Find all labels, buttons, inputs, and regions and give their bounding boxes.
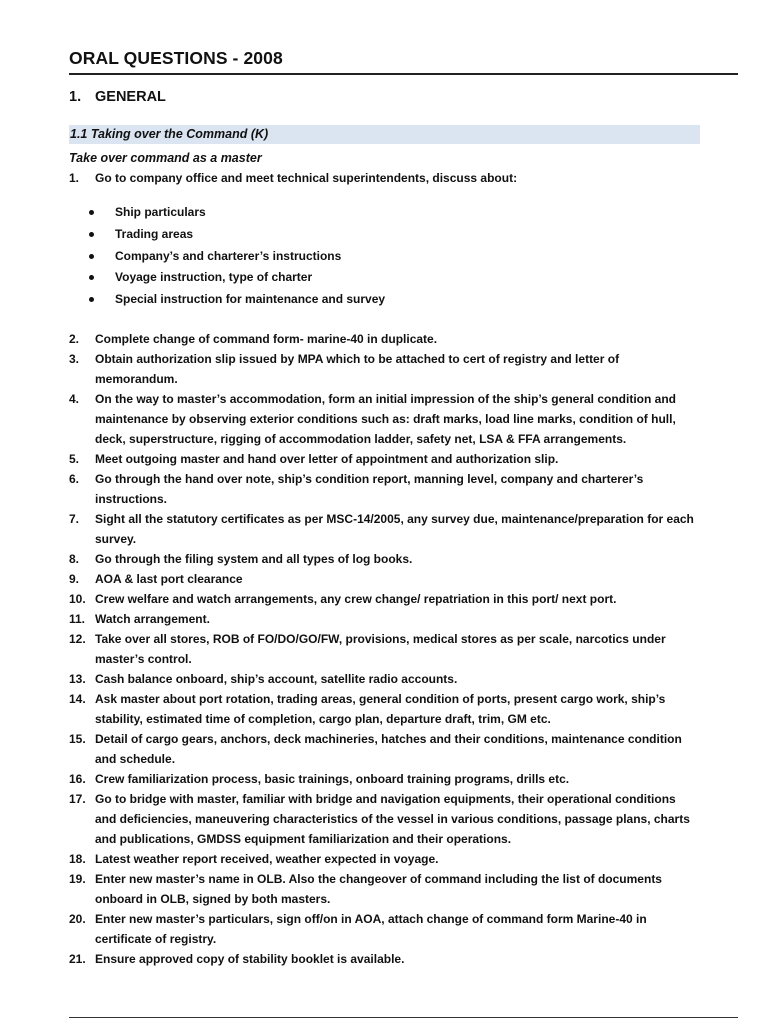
item-text: Crew welfare and watch arrangements, any crew change/ repatriation in this port/ next port. (95, 592, 617, 606)
list-item (69, 689, 699, 729)
item-text: Complete change of command form- marine-40 in duplicate. (95, 332, 438, 346)
item-text: Cash balance onboard, ship’s account, satellite radio accounts. (95, 672, 458, 686)
list-item (69, 769, 699, 789)
list-item (69, 449, 699, 469)
item-text: Enter new master’s name in OLB. Also the changeover of command including the list of documents onboard in OLB, signed by both masters. (95, 872, 662, 906)
item-text: Meet outgoing master and hand over letter of appointment and authorization slip. (95, 452, 559, 466)
item-number: 18. (69, 852, 86, 866)
bullet-text: Ship particulars (115, 205, 206, 219)
title-divider (69, 73, 738, 75)
section-heading (69, 89, 166, 105)
list-item (69, 849, 699, 869)
bullet-dot (89, 275, 94, 280)
bullet-dot (89, 210, 94, 215)
list-item (69, 909, 699, 949)
bullet-item (89, 224, 385, 246)
item-text: On the way to master’s accommodation, form an initial impression of the ship’s general condition and maintenance by observing exterior conditions such as: draft marks, load line marks, condition of hull, deck, superstructure, rigging of accommodation ladder, safety net, LSA & FFA arrangements. (95, 392, 676, 446)
list-item (69, 349, 699, 389)
item-number: 20. (69, 912, 86, 926)
item-number: 7. (69, 512, 80, 526)
item-number: 14. (69, 692, 86, 706)
list-item (69, 669, 699, 689)
item-number: 2. (69, 332, 80, 346)
bullet-item (89, 289, 385, 311)
item-text: Crew familiarization process, basic trainings, onboard training programs, drills etc. (95, 772, 570, 786)
item-number: 3. (69, 352, 80, 366)
item-number: 11. (69, 612, 86, 626)
bullet-text: Special instruction for maintenance and survey (115, 292, 386, 307)
item-text: Sight all the statutory certificates as per MSC-14/2005, any survey due, maintenance/preparation for each survey. (95, 512, 694, 546)
list-item (69, 389, 699, 449)
list-item (69, 729, 699, 769)
item-text: Take over all stores, ROB of FO/DO/GO/FW, provisions, medical stores as per scale, narcotics under master’s control. (95, 632, 666, 666)
item-text: AOA & last port clearance (95, 572, 243, 586)
numbered-list-part-2 (69, 329, 699, 969)
item-number: 4. (69, 392, 80, 406)
footer-divider (69, 1017, 738, 1018)
list-item (69, 549, 699, 569)
bullet-text: Trading areas (115, 226, 194, 241)
item-number: 9. (69, 572, 80, 586)
item-number: 15. (69, 732, 86, 746)
item-number: 5. (69, 452, 80, 466)
item-number: 13. (69, 672, 86, 686)
item-text: Watch arrangement. (95, 612, 210, 626)
item-number: 16. (69, 772, 86, 786)
item-text: Enter new master’s particulars, sign off/on in AOA, attach change of command form Marine-40 in certificate of registry. (95, 912, 647, 946)
bullet-text: Company’s and charterer’s instructions (115, 248, 342, 263)
list-item (69, 469, 699, 509)
numbered-list-part-1 (69, 168, 699, 188)
subsection-heading: 1.1 Taking over the Command (K) (70, 127, 269, 141)
list-item (69, 509, 699, 549)
section-title: GENERAL (95, 89, 166, 105)
item-number: 10. (69, 592, 86, 606)
bullet-text: Voyage instruction, type of charter (115, 270, 313, 285)
list-item (69, 589, 699, 609)
item-text: Go to bridge with master, familiar with bridge and navigation equipments, their operational conditions and deficiencies, maneuvering characteristics of the vessel in various conditions, passage plans, charts and publications, GMDSS equipment familiarization and their operations. (95, 792, 690, 846)
bullet-dot (89, 254, 94, 259)
item-text: Latest weather report received, weather expected in voyage. (95, 852, 439, 866)
item-number: 1. (69, 171, 80, 185)
list-item (69, 329, 699, 349)
list-item (69, 629, 699, 669)
item-text: Go through the filing system and all types of log books. (95, 552, 413, 566)
document-title: ORAL QUESTIONS - 2008 (69, 48, 283, 68)
list-item (69, 789, 699, 849)
item-text: Ensure approved copy of stability booklet is available. (95, 952, 405, 966)
bullet-dot (89, 297, 94, 302)
bullet-item (89, 202, 385, 224)
item-text: Detail of cargo gears, anchors, deck machineries, hatches and their conditions, maintenance condition and schedule. (95, 732, 682, 766)
item-text: Go through the hand over note, ship’s condition report, manning level, company and charterer’s instructions. (95, 472, 644, 506)
item-number: 8. (69, 552, 80, 566)
intro-line: Take over command as a master (69, 151, 262, 165)
item-number: 12. (69, 632, 86, 646)
bullet-item (89, 267, 385, 289)
section-number: 1. (69, 89, 82, 105)
list-item (69, 609, 699, 629)
item-number: 21. (69, 952, 86, 966)
item-text: Ask master about port rotation, trading areas, general condition of ports, present cargo work, ship’s stability, estimated time of completion, cargo plan, departure draft, trim, GM etc. (95, 692, 666, 726)
bullet-dot (89, 232, 94, 237)
item-text: Obtain authorization slip issued by MPA which to be attached to cert of registry and letter of memorandum. (95, 352, 620, 386)
list-item (69, 569, 699, 589)
list-item (69, 949, 699, 969)
item-number: 17. (69, 792, 86, 806)
bullet-list (89, 202, 385, 311)
bullet-item (89, 246, 385, 268)
item-number: 19. (69, 872, 86, 886)
list-item (69, 869, 699, 909)
list-item (69, 168, 699, 188)
item-text: Go to company office and meet technical superintendents, discuss about: (95, 171, 518, 185)
item-number: 6. (69, 472, 80, 486)
